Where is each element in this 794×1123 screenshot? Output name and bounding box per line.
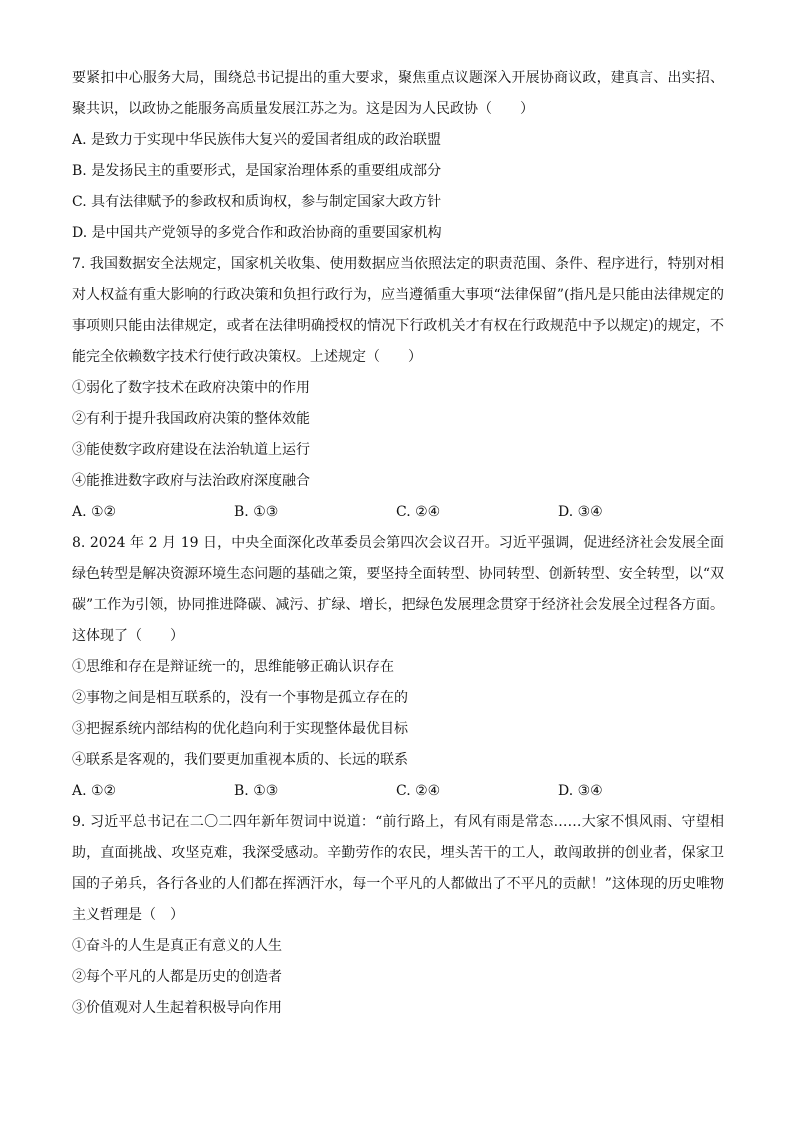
- question-8-statement-1: ①思维和存在是辩证统一的，思维能够正确认识存在: [72, 659, 394, 675]
- question-7-option-d: D. ③④: [558, 504, 603, 520]
- question-8-option-c: C. ②④: [396, 783, 441, 799]
- question-6-stem: 要紧扣中心服务大局，围绕总书记提出的重大要求，聚焦重点议题深入开展协商议政，建真言、出实招、聚共识，以政协之能服务高质量发展江苏之为。这是因为人民政协（ ）: [72, 70, 724, 117]
- question-7-statement-1: ①弱化了数字技术在政府决策中的作用: [72, 380, 310, 396]
- question-7-statement-3: ③能使数字政府建设在法治轨道上运行: [72, 442, 310, 458]
- question-7-option-a: A. ①②: [72, 504, 117, 520]
- question-6: [72, 63, 724, 249]
- question-7: [72, 249, 724, 528]
- question-9-statement-2: ②每个平凡的人都是历史的创造者: [72, 969, 282, 985]
- question-8: [72, 528, 724, 807]
- question-7-statement-4: ④能推进数字政府与法治政府深度融合: [72, 473, 310, 489]
- question-8-stem: 8. 2024 年 2 月 19 日，中央全面深化改革委员会第四次会议召开。习近平强调，促进经济社会发展全面绿色转型是解决资源环境生态问题的基础之策，要坚持全面转型、协同转型、创新转型、安全转型，以“双碳”工作为引领，协同推进降碳、减污、扩绿、增长，把绿色发展理念贯穿于经济社会发展全过程各方面。这体现了（ ）: [72, 535, 724, 644]
- question-6-option-d: D. 是中国共产党领导的多党合作和政治协商的重要国家机构: [72, 225, 442, 241]
- question-8-options: [72, 776, 724, 807]
- question-8-option-b: B. ①③: [234, 783, 279, 799]
- question-7-option-c: C. ②④: [396, 504, 441, 520]
- question-8-option-a: A. ①②: [72, 783, 117, 799]
- question-6-option-c: C. 具有法律赋予的参政权和质询权，参与制定国家大政方针: [72, 194, 442, 210]
- question-7-options: [72, 497, 724, 528]
- question-7-statement-2: ②有利于提升我国政府决策的整体效能: [72, 411, 310, 427]
- question-8-option-d: D. ③④: [558, 783, 603, 799]
- question-8-statement-3: ③把握系统内部结构的优化趋向利于实现整体最优目标: [72, 721, 408, 737]
- question-8-statement-2: ②事物之间是相互联系的，没有一个事物是孤立存在的: [72, 690, 408, 706]
- question-7-stem: 7. 我国数据安全法规定，国家机关收集、使用数据应当依照法定的职责范围、条件、程序进行，特别对相对人权益有重大影响的行政决策和负担行政行为，应当遵循重大事项“法律保留”(指凡是只能由法律规定的事项则只能由法律规定，或者在法律明确授权的情况下行政机关才有权在行政规范中予以规定)的规定，不能完全依赖数字技术行使行政决策权。上述规定（ ）: [72, 256, 724, 365]
- question-7-option-b: B. ①③: [234, 504, 279, 520]
- question-9-statement-3: ③价值观对人生起着积极导向作用: [72, 1000, 282, 1016]
- question-9: [72, 807, 724, 1024]
- question-9-stem: 9. 习近平总书记在二〇二四年新年贺词中说道：“前行路上，有风有雨是常态……大家不惧风雨、守望相助，直面挑战、攻坚克难，我深受感动。辛勤劳作的农民，埋头苦干的工人，敢闯敢拼的创业者，保家卫国的子弟兵，各行各业的人们都在挥洒汗水，每一个平凡的人都做出了不平凡的贡献！”这体现的历史唯物主义哲理是（ ）: [72, 814, 724, 923]
- question-6-option-b: B. 是发扬民主的重要形式，是国家治理体系的重要组成部分: [72, 163, 442, 179]
- question-9-statement-1: ①奋斗的人生是真正有意义的人生: [72, 938, 282, 954]
- question-8-statement-4: ④联系是客观的，我们要更加重视本质的、长远的联系: [72, 752, 408, 768]
- question-6-option-a: A. 是致力于实现中华民族伟大复兴的爱国者组成的政治联盟: [72, 132, 442, 148]
